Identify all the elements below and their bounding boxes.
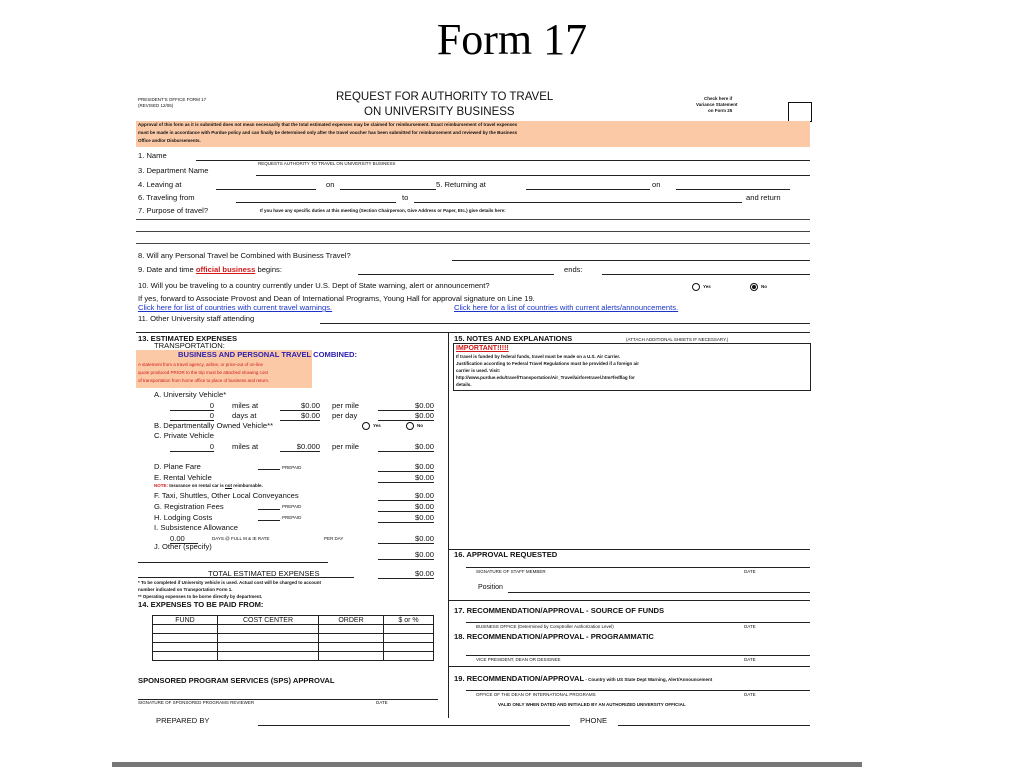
combined-line-1: A statement from a travel agency, airline, or price-out of on-line <box>138 362 263 367</box>
international-signature-field[interactable] <box>466 690 810 691</box>
other-staff-field[interactable] <box>320 323 810 324</box>
check-label-2: Variance Statement <box>696 102 738 107</box>
column-fund: FUND <box>153 616 218 625</box>
order-cell[interactable] <box>319 652 384 661</box>
taxi-total[interactable]: $0.00 <box>378 491 434 501</box>
form-title-line-1: REQUEST FOR AUTHORITY TO TRAVEL <box>336 91 554 103</box>
business-office-field[interactable] <box>466 622 810 623</box>
vp-signature-field[interactable] <box>466 655 810 656</box>
notes-line-3: carrier is used. Visit: <box>456 368 501 373</box>
department-label: 3. Department Name <box>138 166 209 175</box>
other-specify-label: J. Other (specify) <box>154 542 212 551</box>
date-time-label: 9. Date and time official business begins: <box>138 265 282 274</box>
lodging-total[interactable]: $0.00 <box>378 513 434 523</box>
subsistence-amount[interactable]: 0.00 <box>170 534 198 544</box>
footnote-1: * To be completed if University vehicle is used. Actual cost will be charged to account <box>138 580 322 585</box>
fund-cell[interactable] <box>153 634 218 643</box>
rental-label: E. Rental Vehicle <box>154 473 212 482</box>
column-percent: $ or % <box>384 616 434 625</box>
purpose-hint: If you have any specific duties at this meeting (Section Chairperson, Give Address or Paper, Etc.) give details here: <box>260 208 506 213</box>
total-underline <box>138 577 354 578</box>
paid-from-title: 14. EXPENSES TO BE PAID FROM: <box>138 600 264 609</box>
check-label-3: on Form 25 <box>708 108 733 113</box>
traveling-from-field[interactable] <box>236 202 396 203</box>
percent-cell[interactable] <box>384 652 434 661</box>
lodging-label: H. Lodging Costs <box>154 513 213 522</box>
traveling-to-field[interactable] <box>414 202 742 203</box>
percent-cell[interactable] <box>384 643 434 652</box>
ends-label: ends: <box>564 265 583 274</box>
check-label-1: Check here if <box>704 96 733 101</box>
notes-title: 15. NOTES AND EXPLANATIONS <box>454 334 573 343</box>
name-label: 1. Name <box>138 151 167 160</box>
univ-miles-rate[interactable]: $0.00 <box>280 401 320 411</box>
phone-label: PHONE <box>580 716 608 725</box>
order-cell[interactable] <box>319 634 384 643</box>
cost-center-cell[interactable] <box>218 643 319 652</box>
univ-per-day: per day <box>332 411 358 420</box>
notice-line-1: Approval of this form as it is submitted does not mean necessarily that the total estimated expenses may be claimed for reimbursement. Exact reimbursement of travel expenses <box>138 122 518 127</box>
leaving-on-label: on <box>326 180 335 189</box>
univ-miles-at: miles at <box>232 401 259 410</box>
phone-field[interactable] <box>618 725 810 726</box>
univ-miles-total[interactable]: $0.00 <box>378 401 434 411</box>
warning-question: 10. Will you be traveling to a country currently under U.S. Dept of State warning, alert or announcement? <box>138 281 490 290</box>
notice-line-2: must be made in accordance with Purdue policy and can finally be determined only after the travel voucher has been submitted for reimbursement and reviewed by the Business <box>138 130 518 135</box>
vp-date-label: DATE <box>744 657 756 662</box>
purpose-line-1[interactable] <box>136 219 810 220</box>
warning-no[interactable]: No <box>750 283 767 291</box>
taxi-label: F. Taxi, Shuttles, Other Local Conveyances <box>154 491 299 500</box>
and-return-label: and return <box>746 193 781 202</box>
form-title-line-2: ON UNIVERSITY BUSINESS <box>364 106 515 118</box>
prepared-by-label: PREPARED BY <box>156 716 210 725</box>
table-row <box>153 652 434 661</box>
registration-prepaid-field[interactable] <box>258 506 280 510</box>
rental-total[interactable]: $0.00 <box>378 473 434 483</box>
source-funds-title: 17. RECOMMENDATION/APPROVAL - SOURCE OF FUNDS <box>454 606 665 615</box>
staff-signature-label: SIGNATURE OF STAFF MEMBER <box>476 569 546 574</box>
percent-cell[interactable] <box>384 634 434 643</box>
begins-field[interactable] <box>358 274 554 275</box>
approval-requested-title: 16. APPROVAL REQUESTED <box>454 550 558 559</box>
column-order: ORDER <box>319 616 384 625</box>
vp-signature-label: VICE PRESIDENT, DEAN OR DESIGNEE <box>476 657 561 662</box>
alerts-link[interactable]: Click here for a list of countries with current alerts/announcements. <box>454 303 679 312</box>
private-miles-total[interactable]: $0.00 <box>378 442 434 452</box>
univ-days-total[interactable]: $0.00 <box>378 411 434 421</box>
slide-title: Form 17 <box>436 15 588 64</box>
notice-box <box>136 121 810 147</box>
notice-line-3: Office and/or Disbursements. <box>138 138 201 143</box>
section-divider <box>136 332 810 333</box>
plane-fare-label: D. Plane Fare <box>154 462 201 471</box>
programmatic-title: 18. RECOMMENDATION/APPROVAL - PROGRAMMATIC <box>454 632 654 641</box>
paid-from-table <box>152 615 434 661</box>
variance-checkbox[interactable] <box>788 102 812 122</box>
transportation-label: TRANSPORTATION: <box>154 341 225 350</box>
plane-fare-total[interactable]: $0.00 <box>378 462 434 472</box>
sps-signature-label: SIGNATURE OF SPONSORED PROGRAMS REVIEWER <box>138 700 255 705</box>
univ-vehicle-label: A. University Vehicle* <box>154 390 227 399</box>
travel-warnings-link[interactable]: Click here for list of countries with current travel warnings. <box>138 303 333 312</box>
percent-cell[interactable] <box>384 625 434 634</box>
footnote-3: ** Operating expenses to be borne directly by department. <box>138 594 263 599</box>
combined-line-2: quote produced PRIOR to the trip must be attached showing cost <box>138 370 268 375</box>
total-value: $0.00 <box>378 569 434 579</box>
position-label: Position <box>478 584 503 591</box>
notes-attach: (ATTACH ADDITIONAL SHEETS IF NECESSARY.) <box>626 337 729 342</box>
traveling-to-label: to <box>402 193 409 202</box>
footnote-2: number indicated on Transportation Form 1. <box>138 587 233 592</box>
private-miles-qty[interactable]: 0 <box>170 442 214 452</box>
combined-line-3: of transportation from home office to place of business and return. <box>138 378 270 383</box>
notes-important: IMPORTANT!!!!! <box>456 345 509 352</box>
returning-label: 5. Returning at <box>436 180 486 189</box>
table-row <box>153 634 434 643</box>
combined-box <box>136 350 358 388</box>
order-cell[interactable] <box>319 625 384 634</box>
dept-vehicle-yes[interactable]: Yes <box>362 422 381 430</box>
private-vehicle-label: C. Private Vehicle <box>154 431 214 440</box>
private-miles-rate[interactable]: $0.000 <box>280 442 320 452</box>
fund-cell[interactable] <box>153 652 218 661</box>
notes-line-1: If travel is funded by federal funds, travel must be made on a U.S. Air Carrier. <box>456 354 621 359</box>
business-office-date: DATE <box>744 624 756 629</box>
lodging-prepaid-field[interactable] <box>258 517 280 521</box>
dept-no-radio[interactable] <box>406 422 414 430</box>
leaving-date-field[interactable] <box>340 189 436 190</box>
prepared-by-field[interactable] <box>258 725 570 726</box>
dept-yes-radio[interactable] <box>362 422 370 430</box>
univ-miles-qty[interactable]: 0 <box>170 401 214 411</box>
registration-total[interactable]: $0.00 <box>378 502 434 512</box>
staff-signature-field[interactable] <box>466 567 810 568</box>
paid-from-header-row <box>153 616 434 625</box>
international-date-label: DATE <box>744 692 756 697</box>
purpose-label: 7. Purpose of travel? <box>138 206 209 215</box>
fund-cell[interactable] <box>153 643 218 652</box>
subsistence-total[interactable]: $0.00 <box>378 534 434 544</box>
table-row <box>153 625 434 634</box>
other-staff-label: 11. Other University staff attending <box>138 314 255 323</box>
office-line-2: (REVISED 12/06) <box>138 103 174 108</box>
business-office-label: BUSINESS OFFICE (Determined by Comptroller Authorization Level) <box>476 624 614 629</box>
lodging-prepaid-label: PREPAID <box>282 515 302 520</box>
dept-vehicle-no[interactable]: No <box>406 422 423 430</box>
yes-radio[interactable] <box>692 283 700 291</box>
purpose-line-3[interactable] <box>136 243 810 244</box>
column-cost-center: COST CENTER <box>218 616 319 625</box>
notes-line-4: http://www.purdue.edu/travel/Transportation/Air_Travel/airforetravel.htm#fedflag for <box>456 375 635 380</box>
univ-days-qty[interactable]: 0 <box>170 411 214 421</box>
cost-center-cell[interactable] <box>218 634 319 643</box>
position-field[interactable] <box>508 592 810 593</box>
cost-center-cell[interactable] <box>218 625 319 634</box>
international-divider <box>448 666 810 667</box>
total-label: TOTAL ESTIMATED EXPENSES <box>208 569 320 578</box>
cost-center-cell[interactable] <box>218 652 319 661</box>
name-sublabel: REQUESTS AUTHORITY TO TRAVEL ON UNIVERSITY BUSINESS <box>258 161 396 166</box>
notes-line-5: details. <box>456 382 472 387</box>
leaving-label: 4. Leaving at <box>138 180 182 189</box>
subsistence-label: I. Subsistence Allowance <box>154 523 239 532</box>
ends-field[interactable] <box>602 274 810 275</box>
column-divider <box>448 332 449 718</box>
sps-title: SPONSORED PROGRAM SERVICES (SPS) APPROVAL <box>138 676 335 685</box>
dept-vehicle-label: B. Departmentally Owned Vehicle** <box>154 421 274 430</box>
private-miles-at: miles at <box>232 442 259 451</box>
purpose-line-2[interactable] <box>136 231 810 232</box>
office-line-1: PRESIDENT'S OFFICE FORM 17 <box>138 97 207 102</box>
traveling-label: 6. Traveling from <box>138 193 195 202</box>
order-cell[interactable] <box>319 643 384 652</box>
subsistence-days-label: DAYS @ FULL M & IE RATE <box>212 536 270 541</box>
returning-time-field[interactable] <box>526 189 650 190</box>
expenses-title: 13. ESTIMATED EXPENSES <box>138 334 238 343</box>
travel-form <box>136 88 816 740</box>
personal-travel-label: 8. Will any Personal Travel be Combined with Business Travel? <box>138 251 351 260</box>
no-radio[interactable] <box>750 283 758 291</box>
combined-title: BUSINESS AND PERSONAL TRAVEL COMBINED: <box>178 350 358 359</box>
univ-days-rate[interactable]: $0.00 <box>280 411 320 421</box>
returning-date-field[interactable] <box>676 189 790 190</box>
fund-cell[interactable] <box>153 625 218 634</box>
univ-per-mile: per mile <box>332 401 360 410</box>
plane-prepaid-field[interactable] <box>258 466 280 470</box>
private-per-mile: per mile <box>332 442 360 451</box>
funds-divider <box>448 600 810 601</box>
other-specify-field[interactable] <box>138 562 328 563</box>
leaving-time-field[interactable] <box>216 189 316 190</box>
registration-prepaid-label: PREPAID <box>282 504 302 509</box>
staff-date-label: DATE <box>744 569 756 574</box>
international-title: 19. RECOMMENDATION/APPROVAL - Country with US State Dept Warning, Alert/Announcement <box>454 674 713 683</box>
international-signature-label: OFFICE OF THE DEAN OF INTERNATIONAL PROGRAMS <box>476 692 596 697</box>
sps-date-label: DATE <box>376 700 388 705</box>
notes-line-2: Justification according to Federal Travel Regulations must be provided if a foreign air <box>456 361 640 366</box>
slide-bottom-bar <box>112 762 862 767</box>
plane-prepaid-label: PREPAID <box>282 465 302 470</box>
table-row <box>153 643 434 652</box>
univ-days-at: days at <box>232 411 257 420</box>
rental-note: NOTE: Insurance on rental car is not reimbursable. <box>154 483 263 488</box>
subsistence-per-day-label: PER DAY <box>324 536 344 541</box>
personal-travel-field[interactable] <box>452 260 810 261</box>
official-business-link[interactable]: official business <box>195 265 256 274</box>
registration-label: G. Registration Fees <box>154 502 224 511</box>
warning-yes[interactable]: Yes <box>692 283 711 291</box>
other-total[interactable]: $0.00 <box>378 550 434 560</box>
notes-box[interactable] <box>453 343 811 391</box>
returning-on-label: on <box>652 180 661 189</box>
department-field[interactable] <box>256 175 810 176</box>
valid-only-note: VALID ONLY WHEN DATED AND INITIALED BY AN AUTHORIZED UNIVERSITY OFFICIAL <box>498 702 686 707</box>
forward-note: If yes, forward to Associate Provost and Dean of International Programs, Young Hall for approval signature on Line 19. <box>138 294 535 303</box>
